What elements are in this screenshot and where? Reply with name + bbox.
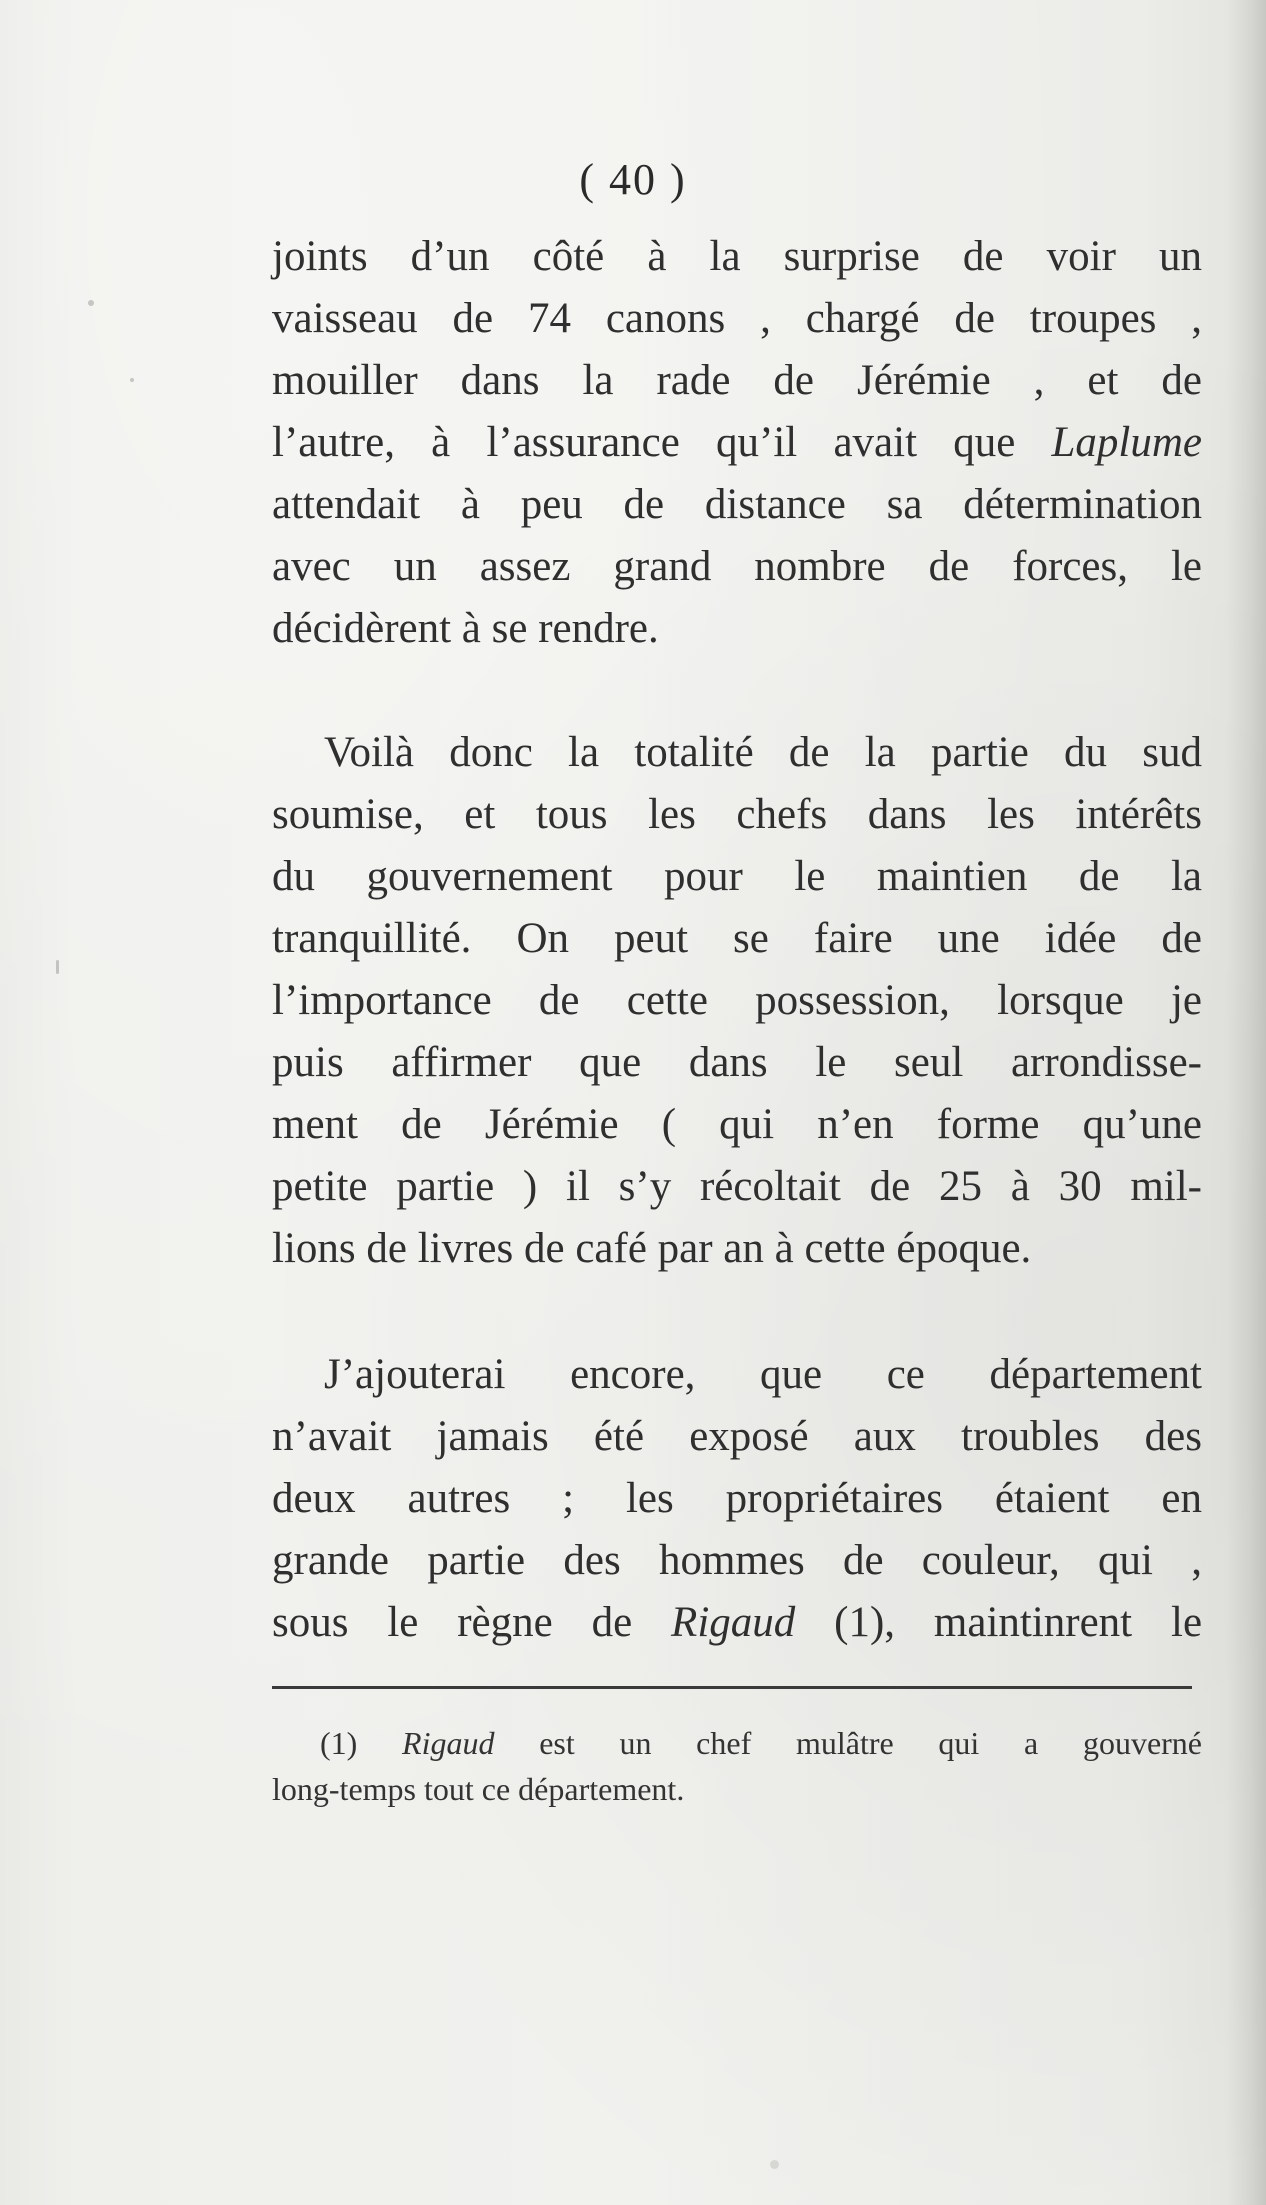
footnote-marker: (1) [320, 1725, 358, 1761]
italic-name-laplume: Laplume [1051, 419, 1203, 466]
footnote-italic-name: Rigaud [402, 1725, 495, 1761]
text-line: mouiller dans la rade de Jérémie , et de [272, 357, 1202, 404]
paragraph-1 [272, 226, 1202, 660]
paper-speck [56, 960, 59, 974]
paragraph-2 [272, 722, 1202, 1280]
text-line: tranquillité. On peut se faire une idée de [272, 915, 1202, 962]
paper-speck [770, 2160, 779, 2169]
italic-name-rigaud: Rigaud [671, 1599, 796, 1646]
text-line [272, 412, 1202, 474]
text-line: soumise, et tous les chefs dans les intérêts [272, 791, 1202, 838]
text-line: Voilà donc la totalité de la partie du sud [324, 729, 1202, 776]
text-line: du gouvernement pour le maintien de la [272, 853, 1202, 900]
page-gutter-shadow [1226, 0, 1266, 2205]
text-line: petite partie ) il s’y récoltait de 25 à 30 mil- [272, 1163, 1202, 1210]
text-line: n’avait jamais été exposé aux troubles des [272, 1413, 1202, 1460]
text-line: attendait à peu de distance sa détermination [272, 481, 1202, 528]
footnote-line: long-temps tout ce département. [272, 1771, 685, 1807]
text-line: avec un assez grand nombre de forces, le [272, 543, 1202, 590]
footnote-text: est un chef mulâtre qui a gouverné [539, 1725, 1202, 1761]
text-segment: sous le règne de [272, 1599, 633, 1646]
text-line [272, 1592, 1202, 1654]
text-line: vaisseau de 74 canons , chargé de troupes , [272, 295, 1202, 342]
text-line: ment de Jérémie ( qui n’en forme qu’une [272, 1101, 1202, 1148]
text-line: décidèrent à se rendre. [272, 605, 659, 652]
text-line: puis affirmer que dans le seul arrondisse- [272, 1039, 1202, 1086]
paper-speck [130, 378, 134, 382]
text-line: l’importance de cette possession, lorsque je [272, 977, 1202, 1024]
text-segment: l’autre, à l’assurance qu’il avait que [272, 419, 1016, 466]
text-line: J’ajouterai encore, que ce département [324, 1351, 1202, 1398]
text-line: joints d’un côté à la surprise de voir un [272, 233, 1202, 280]
footnote-rule [272, 1686, 1192, 1689]
footnote-reference: (1), [834, 1599, 896, 1646]
text-line: grande partie des hommes de couleur, qui , [272, 1537, 1202, 1584]
paragraph-3 [272, 1344, 1202, 1654]
text-line: lions de livres de café par an à cette époque. [272, 1225, 1032, 1272]
footnote-line [272, 1720, 1202, 1766]
page-number: ( 40 ) [579, 155, 687, 204]
footnote [272, 1720, 1202, 1812]
paper-speck [88, 300, 94, 306]
text-segment: maintinrent le [933, 1599, 1203, 1646]
text-line: deux autres ; les propriétaires étaient en [272, 1475, 1202, 1522]
